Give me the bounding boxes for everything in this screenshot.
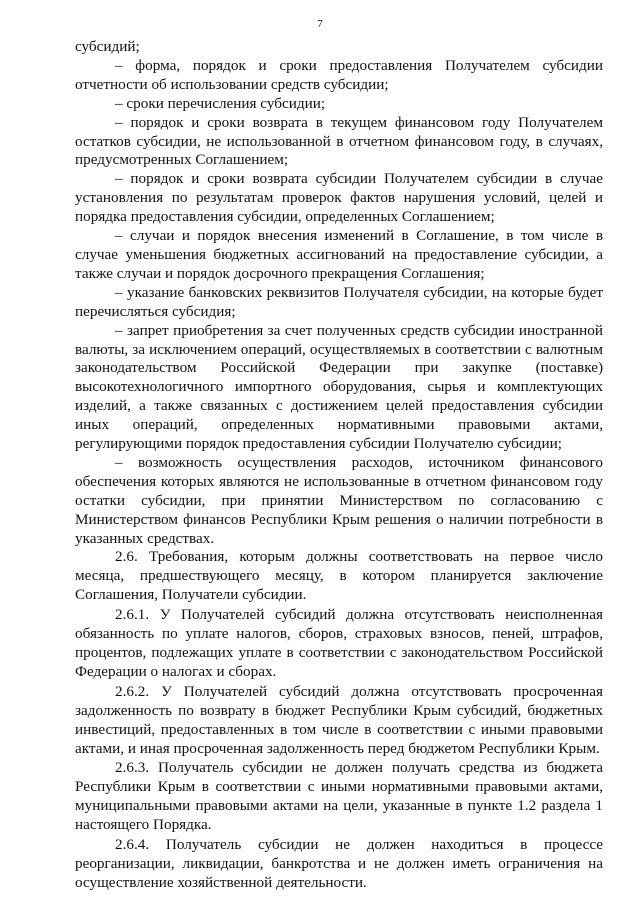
list-item-transfer-terms: – сроки перечисления субсидии;: [115, 94, 326, 112]
page-number: 7: [317, 18, 323, 30]
section-2-6-3: 2.6.3. Получатель субсидии не должен получать средства из бюджета Республики Крым в соответствии с иными нормативными правовыми актами, муниципальными правовыми актами на цели, указанные в пункте 1.2 раздела 1 настоящего Порядка.: [75, 759, 603, 834]
list-item-return-violations: – порядок и сроки возврата субсидии Получателем субсидии в случае установления по результатам проверок фактов нарушения условий, целей и порядка предоставления субсидии, определенных Соглашением;: [75, 170, 603, 226]
list-item-amendments: – случаи и порядок внесения изменений в Соглашение, в том числе в случае уменьшения бюджетных ассигнований на предоставление субсидии, а также случаи и порядок досрочного прекращения Соглашения;: [75, 227, 603, 282]
section-2-6-4: 2.6.4. Получатель субсидии не должен находиться в процессе реорганизации, ликвидации, банкротства и не должен иметь ограничения на осуществление хозяйственной деятельности.: [75, 836, 603, 891]
document-body: [75, 38, 603, 893]
list-item-unused-balances: – возможность осуществления расходов, источником финансового обеспечения которых являются не использованные в отчетном финансовом году остатки субсидии, при принятии Министерством по согласованию с Министерством финансов Республики Крым решения о наличии потребности в указанных средствах.: [75, 453, 603, 547]
list-item-return-balances: – порядок и сроки возврата в текущем финансовом году Получателем остатков субсидии, не использованной в отчетном финансовом году, в случаях, предусмотренных Соглашением;: [75, 113, 603, 169]
section-2-6-1: 2.6.1. У Получателей субсидий должна отсутствовать неисполненная обязанность по уплате налогов, сборов, страховых взносов, пеней, штрафов, процентов, подлежащих уплате в соответствии с законодательством Российской Федерации о налогах и сборах.: [75, 606, 603, 680]
section-2-6: 2.6. Требования, которым должны соответствовать на первое число месяца, предшествующего месяцу, в котором планируется заключение Соглашения, Получатели субсидии.: [75, 548, 603, 604]
list-item-bank-details: – указание банковских реквизитов Получателя субсидии, на которые будет перечисляться субсидия;: [75, 283, 603, 320]
list-item-reporting: – форма, порядок и сроки предоставления Получателем субсидии отчетности об использовании средств субсидии;: [75, 56, 603, 93]
paragraph-continuation: субсидий;: [75, 38, 140, 55]
list-item-currency-ban: – запрет приобретения за счет полученных средств субсидии иностранной валюты, за исключением операций, осуществляемых в соответствии с валютным законодательством Российской Федерации при закупке (поставке) высокотехнологичного импортного оборудования, сырья и комплектующих изделий, а также связанных с достижением целей предоставления субсидии иных операций, определенных нормативными правовыми актами, регулирующими порядок предоставления субсидии Получателю субсидии;: [75, 321, 603, 453]
section-2-6-2: 2.6.2. У Получателей субсидий должна отсутствовать просроченная задолженность по возврату в бюджет Республики Крым субсидий, бюджетных инвестиций, предоставленных в том числе в соответствии с иными правовыми актами, и иная просроченная задолженность перед бюджетом Республики Крым.: [75, 682, 603, 757]
